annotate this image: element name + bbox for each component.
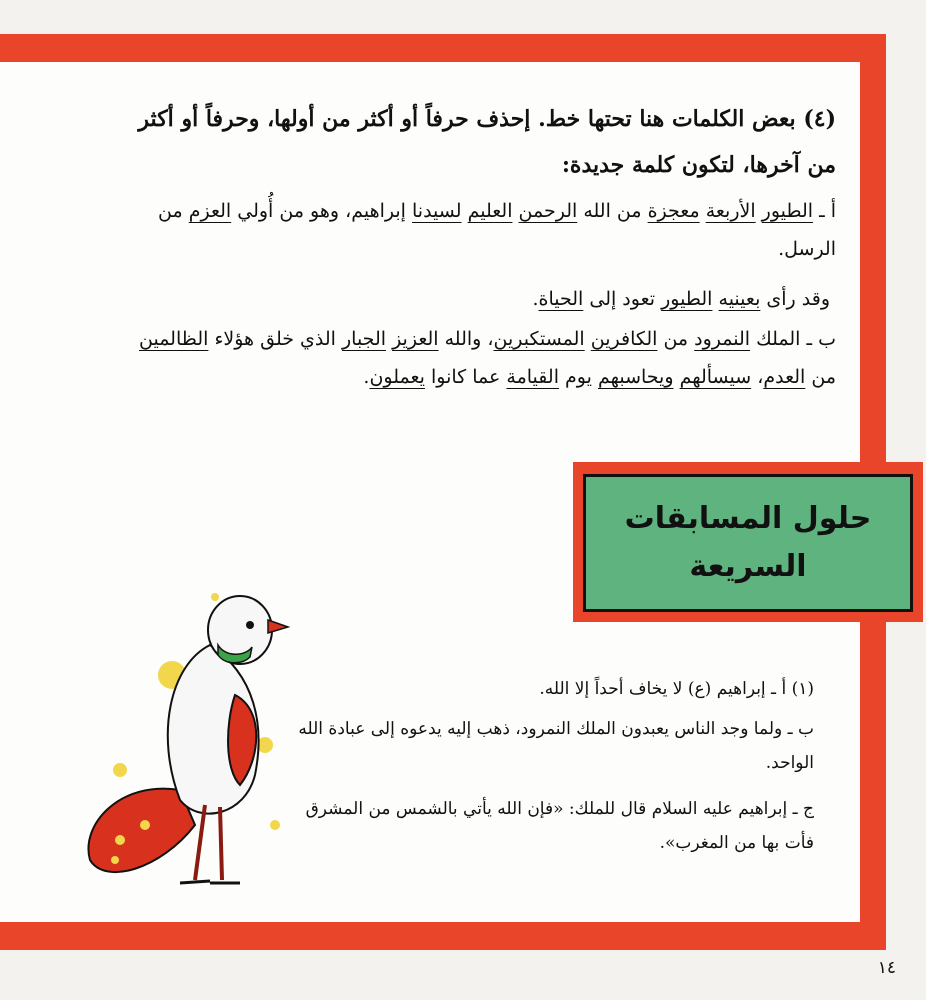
para-a-text: من الله [577, 200, 648, 222]
bird-feet [180, 881, 240, 883]
bird-tail [88, 789, 195, 872]
para-b-prefix: ب ـ الملك [750, 328, 836, 350]
tail-dot [111, 856, 119, 864]
underlined-word: الطيور [761, 200, 814, 222]
underlined-word: العزم [188, 200, 232, 222]
para-b-text: ، والله [438, 328, 494, 350]
para-a-text: من الرسل. [158, 200, 836, 260]
section-badge [583, 474, 913, 612]
exercise-4-paragraph-b [136, 320, 836, 396]
underlined-word: الأربعة [705, 200, 756, 222]
underlined-word: الكافرين [590, 328, 658, 350]
underlined-word: معجزة [647, 200, 700, 222]
para-a2-text: وقد رأى [760, 288, 830, 310]
para-b-text: الذي خلق هؤلاء [208, 328, 342, 350]
page-number: ١٤ [877, 958, 896, 978]
yellow-dot [270, 820, 280, 830]
para-a-text: إبراهيم، وهو من أُولي [231, 200, 412, 222]
para-a2-text: تعود إلى [583, 288, 662, 310]
para-b-text: من [805, 366, 836, 388]
bird-illustration [60, 585, 320, 895]
underlined-word: المستكبرين [493, 328, 585, 350]
bird-beak [268, 620, 288, 633]
underlined-word: بعينيه [718, 288, 761, 310]
exercise-4-paragraph-a [136, 192, 836, 268]
underlined-word: سيسألهم [679, 366, 752, 388]
underlined-word: يعملون [369, 366, 425, 388]
para-a2-text: . [532, 288, 539, 310]
yellow-dot [113, 763, 127, 777]
answer-1b: ب ـ ولما وجد الناس يعبدون الملك النمرود، ذهب إليه يدعوه إلى عبادة الله الواحد. [298, 719, 814, 773]
underlined-word: ويحاسبهم [597, 366, 674, 388]
para-b-text: يوم [558, 366, 598, 388]
underlined-word: الظالمين [139, 328, 209, 350]
underlined-word: الطيور [661, 288, 713, 310]
answer-1c: ج ـ إبراهيم عليه السلام قال للملك: «فإن الله يأتي بالشمس من المشرق فأت بها من المغرب». [305, 799, 814, 853]
underlined-word: النمرود [694, 328, 751, 350]
underlined-word: الجبار [341, 328, 387, 350]
underlined-word: العزيز [392, 328, 439, 350]
section-title-line2: السريعة [689, 549, 807, 584]
bird-legs [195, 805, 222, 880]
tail-dot [140, 820, 150, 830]
underlined-word: لسيدنا [412, 200, 462, 222]
section-title-line1: حلول المسابقات [624, 501, 872, 536]
underlined-word: العدم [763, 366, 806, 388]
para-b-text: ، [751, 366, 764, 388]
underlined-word: القيامة [506, 366, 559, 388]
exercise-4-paragraph-a-cont [140, 280, 830, 318]
para-b-text: من [657, 328, 695, 350]
para-b-text: عما كانوا [424, 366, 507, 388]
tail-dot [115, 835, 125, 845]
underlined-word: الحياة [538, 288, 584, 310]
answer-1a: (١) أ ـ إبراهيم (ع) لا يخاف أحداً إلا الله. [539, 679, 814, 699]
para-b-text: . [363, 366, 370, 388]
underlined-word: الرحمن [518, 200, 578, 222]
exercise-4-title: (٤) بعض الكلمات هنا تحتها خط. إحذف حرفاً أو أكثر من أولها، وحرفاً أو أكثر من آخرها، لتكون كلمة جديدة: [138, 106, 836, 178]
para-a-prefix: أ ـ [813, 200, 836, 222]
underlined-word: العليم [467, 200, 513, 222]
bird-eye [246, 621, 254, 629]
yellow-dot [211, 593, 219, 601]
